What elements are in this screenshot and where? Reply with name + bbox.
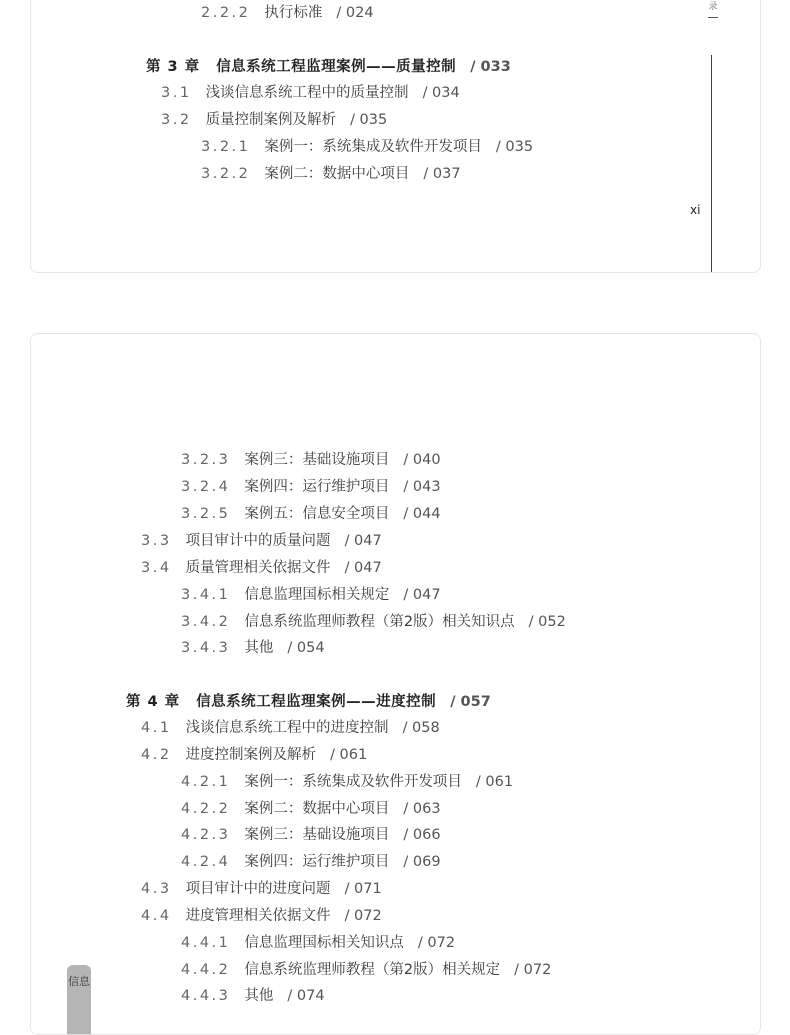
toc-entry[interactable] bbox=[181, 852, 441, 872]
toc-number: 4.1 bbox=[141, 720, 172, 736]
toc-number: 3.2.2 bbox=[201, 166, 251, 182]
toc-page-number: / 035 bbox=[350, 112, 388, 128]
toc-page-number: / 044 bbox=[403, 506, 441, 522]
toc-page-number: / 047 bbox=[344, 560, 382, 576]
toc-page-number: / 047 bbox=[344, 533, 382, 549]
toc-number: 第 3 章 bbox=[146, 59, 201, 75]
toc-title: 信息监理国标相关规定 bbox=[244, 587, 390, 603]
toc-page-number: / 037 bbox=[423, 166, 461, 182]
toc-page-number: / 069 bbox=[403, 854, 441, 870]
toc-number: 3.4.2 bbox=[181, 614, 231, 630]
toc-number: 4.2.3 bbox=[181, 827, 231, 843]
toc-title: 案例五：信息安全项目 bbox=[244, 506, 390, 522]
toc-number: 4.2.4 bbox=[181, 854, 231, 870]
toc-number: 4.3 bbox=[141, 881, 172, 897]
toc-entry[interactable] bbox=[181, 504, 441, 524]
folio-number: xi bbox=[690, 203, 701, 217]
toc-title: 案例二：数据中心项目 bbox=[264, 166, 410, 182]
toc-title: 项目审计中的质量问题 bbox=[185, 533, 331, 549]
toc-page-number: / 052 bbox=[528, 614, 566, 630]
toc-number: 第 4 章 bbox=[126, 694, 181, 710]
toc-entry[interactable] bbox=[181, 960, 551, 980]
toc-page-number: / 058 bbox=[402, 720, 440, 736]
toc-title: 案例二：数据中心项目 bbox=[244, 801, 390, 817]
toc-title: 案例三：基础设施项目 bbox=[244, 827, 390, 843]
toc-entry[interactable] bbox=[201, 137, 533, 157]
toc-entry[interactable] bbox=[181, 585, 441, 605]
toc-entry[interactable] bbox=[181, 933, 455, 953]
toc-page-number: / 035 bbox=[495, 139, 534, 155]
toc-page-number: / 024 bbox=[336, 5, 374, 21]
toc-page-number: / 072 bbox=[344, 908, 382, 924]
toc-title: 信息系统监理师教程（第2版）相关规定 bbox=[244, 962, 501, 978]
toc-title: 信息系统工程监理案例——进度控制 bbox=[196, 694, 437, 710]
toc-page-number: / 034 bbox=[422, 85, 460, 101]
toc-page-number: / 057 bbox=[450, 694, 491, 710]
toc-number: 4.2.2 bbox=[181, 801, 231, 817]
toc-number: 2.2.2 bbox=[201, 5, 251, 21]
toc-entry[interactable] bbox=[181, 986, 325, 1006]
section-tab bbox=[706, 0, 720, 18]
toc-number: 3.3 bbox=[141, 533, 172, 549]
margin-rule bbox=[711, 55, 712, 273]
toc-number: 3.4.3 bbox=[181, 640, 231, 656]
toc-number: 3.4 bbox=[141, 560, 172, 576]
toc-page-lower bbox=[30, 333, 761, 1035]
toc-page-number: / 072 bbox=[514, 962, 552, 978]
toc-chapter[interactable] bbox=[146, 57, 511, 77]
toc-number: 3.2 bbox=[161, 112, 192, 128]
toc-page-number: / 043 bbox=[403, 479, 441, 495]
toc-number: 4.4.3 bbox=[181, 988, 231, 1004]
toc-title: 浅谈信息系统工程中的质量控制 bbox=[205, 85, 409, 101]
toc-title: 执行标准 bbox=[264, 5, 323, 21]
toc-title: 进度控制案例及解析 bbox=[185, 747, 317, 763]
toc-entry[interactable] bbox=[181, 477, 441, 497]
toc-number: 3.2.5 bbox=[181, 506, 231, 522]
toc-number: 4.2.1 bbox=[181, 774, 231, 790]
toc-page-number: / 054 bbox=[287, 640, 325, 656]
toc-title: 质量控制案例及解析 bbox=[205, 112, 337, 128]
toc-title: 其他 bbox=[244, 988, 274, 1004]
toc-title: 进度管理相关依据文件 bbox=[185, 908, 331, 924]
toc-entry[interactable] bbox=[141, 558, 382, 578]
toc-entry[interactable] bbox=[181, 638, 325, 658]
toc-title: 信息系统监理师教程（第2版）相关知识点 bbox=[244, 614, 515, 630]
toc-page-number: / 072 bbox=[417, 935, 456, 951]
toc-number: 4.4 bbox=[141, 908, 172, 924]
section-tab-label: 录 bbox=[708, 2, 718, 12]
toc-title: 案例一：系统集成及软件开发项目 bbox=[264, 139, 482, 155]
toc-page-number: / 040 bbox=[403, 452, 441, 468]
toc-page-number: / 061 bbox=[475, 774, 514, 790]
toc-title: 项目审计中的进度问题 bbox=[185, 881, 331, 897]
toc-number: 4.4.2 bbox=[181, 962, 231, 978]
section-tab: 信息 bbox=[67, 965, 91, 1035]
toc-page-number: / 074 bbox=[287, 988, 325, 1004]
toc-entry[interactable] bbox=[181, 772, 513, 792]
toc-title: 质量管理相关依据文件 bbox=[185, 560, 331, 576]
toc-page-number: / 066 bbox=[403, 827, 441, 843]
toc-title: 案例三：基础设施项目 bbox=[244, 452, 390, 468]
toc-entry[interactable] bbox=[141, 906, 382, 926]
toc-title: 案例四：运行维护项目 bbox=[244, 854, 390, 870]
toc-number: 3.2.4 bbox=[181, 479, 231, 495]
toc-page-number: / 071 bbox=[344, 881, 382, 897]
toc-page-number: / 047 bbox=[403, 587, 441, 603]
toc-entry[interactable] bbox=[181, 799, 441, 819]
toc-entry[interactable] bbox=[161, 83, 460, 103]
toc-number: 3.2.3 bbox=[181, 452, 231, 468]
toc-number: 3.4.1 bbox=[181, 587, 231, 603]
toc-entry[interactable] bbox=[161, 110, 387, 130]
toc-entry[interactable] bbox=[201, 164, 461, 184]
toc-page-number: / 061 bbox=[330, 747, 368, 763]
toc-number: 4.2 bbox=[141, 747, 172, 763]
toc-number: 4.4.1 bbox=[181, 935, 231, 951]
toc-number: 3.2.1 bbox=[201, 139, 251, 155]
toc-entry[interactable] bbox=[141, 718, 440, 738]
toc-page-upper bbox=[30, 0, 761, 273]
toc-entry[interactable] bbox=[181, 825, 441, 845]
toc-title: 案例一：系统集成及软件开发项目 bbox=[244, 774, 462, 790]
toc-number: 3.1 bbox=[161, 85, 192, 101]
toc-title: 案例四：运行维护项目 bbox=[244, 479, 390, 495]
toc-title: 信息监理国标相关知识点 bbox=[244, 935, 404, 951]
toc-entry[interactable] bbox=[141, 745, 367, 765]
toc-page-number: / 063 bbox=[403, 801, 441, 817]
toc-title: 其他 bbox=[244, 640, 274, 656]
divider bbox=[708, 17, 718, 18]
toc-entry[interactable] bbox=[141, 531, 382, 551]
toc-title: 信息系统工程监理案例——质量控制 bbox=[216, 59, 457, 75]
toc-entry[interactable] bbox=[201, 3, 374, 23]
toc-entry[interactable] bbox=[141, 879, 382, 899]
toc-page-number: / 033 bbox=[470, 59, 511, 75]
toc-title: 浅谈信息系统工程中的进度控制 bbox=[185, 720, 389, 736]
toc-entry[interactable] bbox=[181, 612, 566, 632]
toc-chapter[interactable] bbox=[126, 692, 491, 712]
toc-entry[interactable] bbox=[181, 450, 441, 470]
